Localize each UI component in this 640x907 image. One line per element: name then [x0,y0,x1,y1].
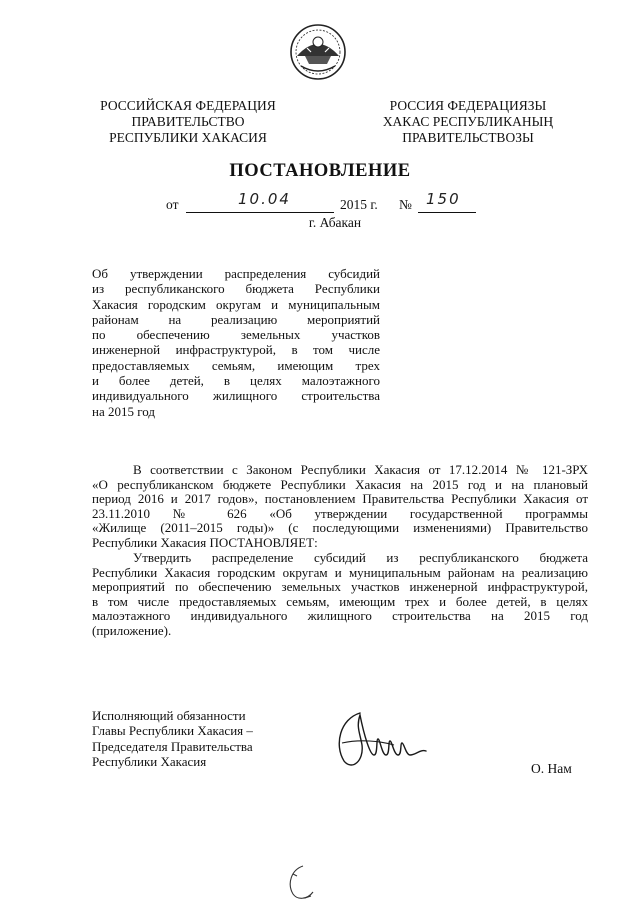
signatory-line: Республики Хакасия [92,753,207,769]
subject-line: из республиканского бюджета Республики [92,281,380,297]
paragraph-line: Утвердить распределение субсидий из республиканского бюджета [133,550,588,565]
signatory-line: Исполняющий обязанности [92,708,246,723]
header-right [368,98,568,146]
number-label: № [399,197,412,212]
header-right-line: ХАКАС РЕСПУБЛИКАНЫҢ [382,114,554,129]
header-right-line: РОССИЯ ФЕДЕРАЦИЯЗЫ [389,98,547,113]
paragraph-line: «О республиканском бюджете Республики Хакасия на 2015 год и на плановый [92,476,588,492]
paragraph-line: в том числе предоставляемых семьям, имеющим трех и более детей, в целях [92,593,588,609]
paragraph-line: «Жилище (2011–2015 годы)» (с последующими изменениями) Правительство [92,520,588,536]
stamp-mark [283,862,319,902]
date-year: 2015 г. [340,197,378,212]
date-prefix: от [166,197,179,212]
subject-line: по обеспечению земельных участков [92,327,380,343]
subject-line: Хакасия городским округам и муниципальным [92,296,380,312]
header-left-line: РЕСПУБЛИКИ ХАКАСИЯ [109,130,267,145]
header-left-line: ПРАВИТЕЛЬСТВО [131,114,245,129]
handwritten-signature [330,705,440,775]
subject-block [92,266,380,419]
header-left-line: РОССИЙСКАЯ ФЕДЕРАЦИЯ [100,98,276,113]
paragraph-line: малоэтажного индивидуального жилищного строительства на 2015 год [92,608,588,624]
coat-of-arms-emblem [283,22,353,82]
paragraph-line: Республики Хакасия городским округам и муниципальным районам на реализацию [92,564,588,580]
subject-line: районам на реализацию мероприятий [92,311,380,327]
header-right-line: ПРАВИТЕЛЬСТВОЗЫ [402,130,534,145]
paragraph-line: В соответствии с Законом Республики Хакасия от 17.12.2014 № 121-ЗРХ [133,462,588,477]
paragraph-line: 23.11.2010 № 626 «Об утверждении государственной программы [92,505,588,521]
subject-line: на 2015 год [92,403,155,419]
number-handwritten: 150 [426,190,461,208]
subject-line: предоставляемых семьям, имеющим трех [92,357,380,373]
paragraph-line: (приложение). [92,622,172,638]
subject-line: индивидуального жилищного строительства [92,388,380,404]
paragraph-resolution [92,551,588,639]
number-underline [418,190,476,213]
paragraph-line: мероприятий по обеспечению земельных участков инженерной инфраструктурой, [92,579,588,595]
signer-name: О. Нам [531,761,572,776]
header-left [88,98,288,146]
city: г. Абакан [308,215,362,230]
date-underline [186,190,334,213]
subject-line: инженерной инфраструктурой, в том числе [92,342,380,358]
document-title: ПОСТАНОВЛЕНИЕ [229,161,411,181]
date-handwritten: 10.04 [238,190,291,208]
signatory-line: Председателя Правительства [92,738,253,754]
subject-line: и более детей, в целях малоэтажного [92,373,380,389]
signatory-title [92,708,253,769]
paragraph-preamble [92,463,588,551]
paragraph-line: Республики Хакасия ПОСТАНОВЛЯЕТ: [92,534,318,550]
signatory-line: Главы Республики Хакасия – [92,723,253,739]
subject-line: Об утверждении распределения субсидий [92,266,380,281]
paragraph-line: период 2016 и 2017 годов», постановлением Правительства Республики Хакасия от [92,491,588,507]
